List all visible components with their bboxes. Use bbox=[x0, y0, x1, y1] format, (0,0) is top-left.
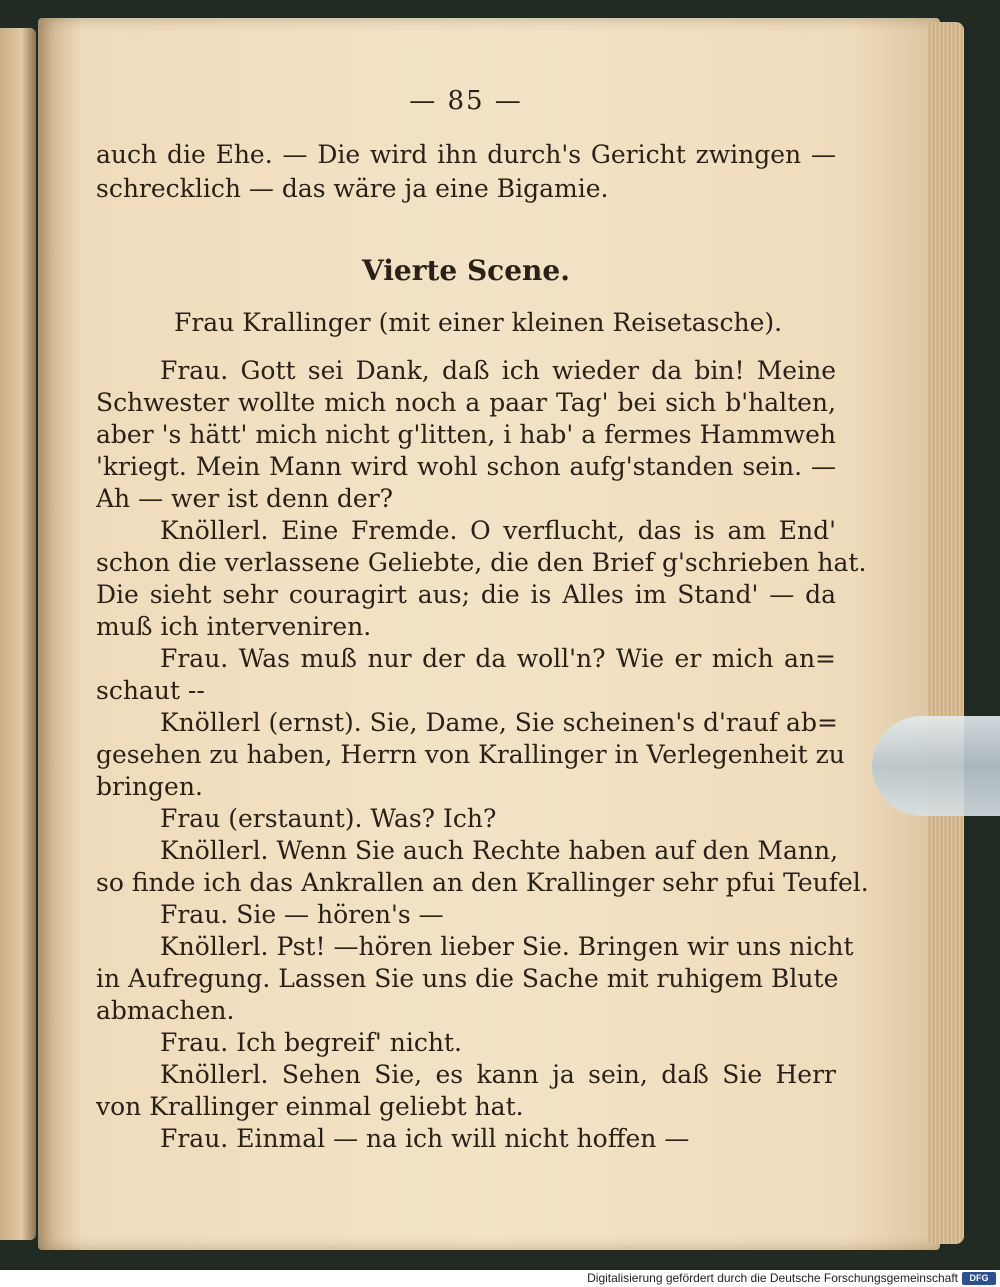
text-line: Frau. Was muß nur der da woll'n? Wie er mich an= bbox=[160, 644, 836, 673]
scene-heading: Vierte Scene. bbox=[362, 254, 570, 287]
text-line: Knöllerl (ernst). Sie, Dame, Sie scheinen's d'rauf ab= bbox=[160, 708, 838, 737]
text-line: schrecklich — das wäre ja eine Bigamie. bbox=[96, 174, 609, 203]
text-line: schon die verlassene Geliebte, die den Brief g'schrieben hat. bbox=[96, 548, 867, 577]
text-line: Frau. Sie — hören's — bbox=[160, 900, 444, 929]
text-line: Knöllerl. Pst! —hören lieber Sie. Bringen wir uns nicht bbox=[160, 932, 854, 961]
text-line: auch die Ehe. — Die wird ihn durch's Gericht zwingen — bbox=[96, 140, 836, 169]
text-line: schaut -- bbox=[96, 676, 205, 705]
left-page-edge bbox=[0, 28, 36, 1240]
page-clip-marker bbox=[872, 716, 1000, 816]
text-line: Frau. Ich begreif' nicht. bbox=[160, 1028, 462, 1057]
text-line: Frau. Gott sei Dank, daß ich wieder da bin! Meine bbox=[160, 356, 836, 385]
text-line: Schwester wollte mich noch a paar Tag' bei sich b'halten, bbox=[96, 388, 836, 417]
text-line: bringen. bbox=[96, 772, 203, 801]
text-line: Die sieht sehr couragirt aus; die is Alles im Stand' — da bbox=[96, 580, 836, 609]
text-line: Frau (erstaunt). Was? Ich? bbox=[160, 804, 497, 833]
text-line: 'kriegt. Mein Mann wird wohl schon aufg'standen sein. — bbox=[96, 452, 836, 481]
text-line: so finde ich das Ankrallen an den Krallinger sehr pfui Teufel. bbox=[96, 868, 869, 897]
text-line: Knöllerl. Eine Fremde. O verflucht, das is am End' bbox=[160, 516, 836, 545]
text-line: abmachen. bbox=[96, 996, 235, 1025]
text-line: Ah — wer ist denn der? bbox=[96, 484, 394, 513]
page-number: — 85 — bbox=[409, 86, 523, 116]
text-line: Frau. Einmal — na ich will nicht hoffen — bbox=[160, 1124, 690, 1153]
text-line: Knöllerl. Sehen Sie, es kann ja sein, daß Sie Herr bbox=[160, 1060, 836, 1089]
footer-credit: Digitalisierung gefördert durch die Deutsche Forschungsgemeinschaft bbox=[587, 1271, 958, 1285]
text-line: gesehen zu haben, Herrn von Krallinger in Verlegenheit zu bbox=[96, 740, 845, 769]
right-page-stack bbox=[928, 22, 964, 1244]
stage-direction: Frau Krallinger (mit einer kleinen Reisetasche). bbox=[174, 308, 783, 337]
text-line: muß ich interveniren. bbox=[96, 612, 372, 641]
text-line: von Krallinger einmal geliebt hat. bbox=[96, 1092, 524, 1121]
text-line: aber 's hätt' mich nicht g'litten, i hab' a fermes Hammweh bbox=[96, 420, 836, 449]
dfg-logo: DFG bbox=[962, 1272, 996, 1285]
text-line: Knöllerl. Wenn Sie auch Rechte haben auf den Mann, bbox=[160, 836, 839, 865]
text-line: in Aufregung. Lassen Sie uns die Sache mit ruhigem Blute bbox=[96, 964, 839, 993]
footer-bar bbox=[0, 1270, 1000, 1287]
